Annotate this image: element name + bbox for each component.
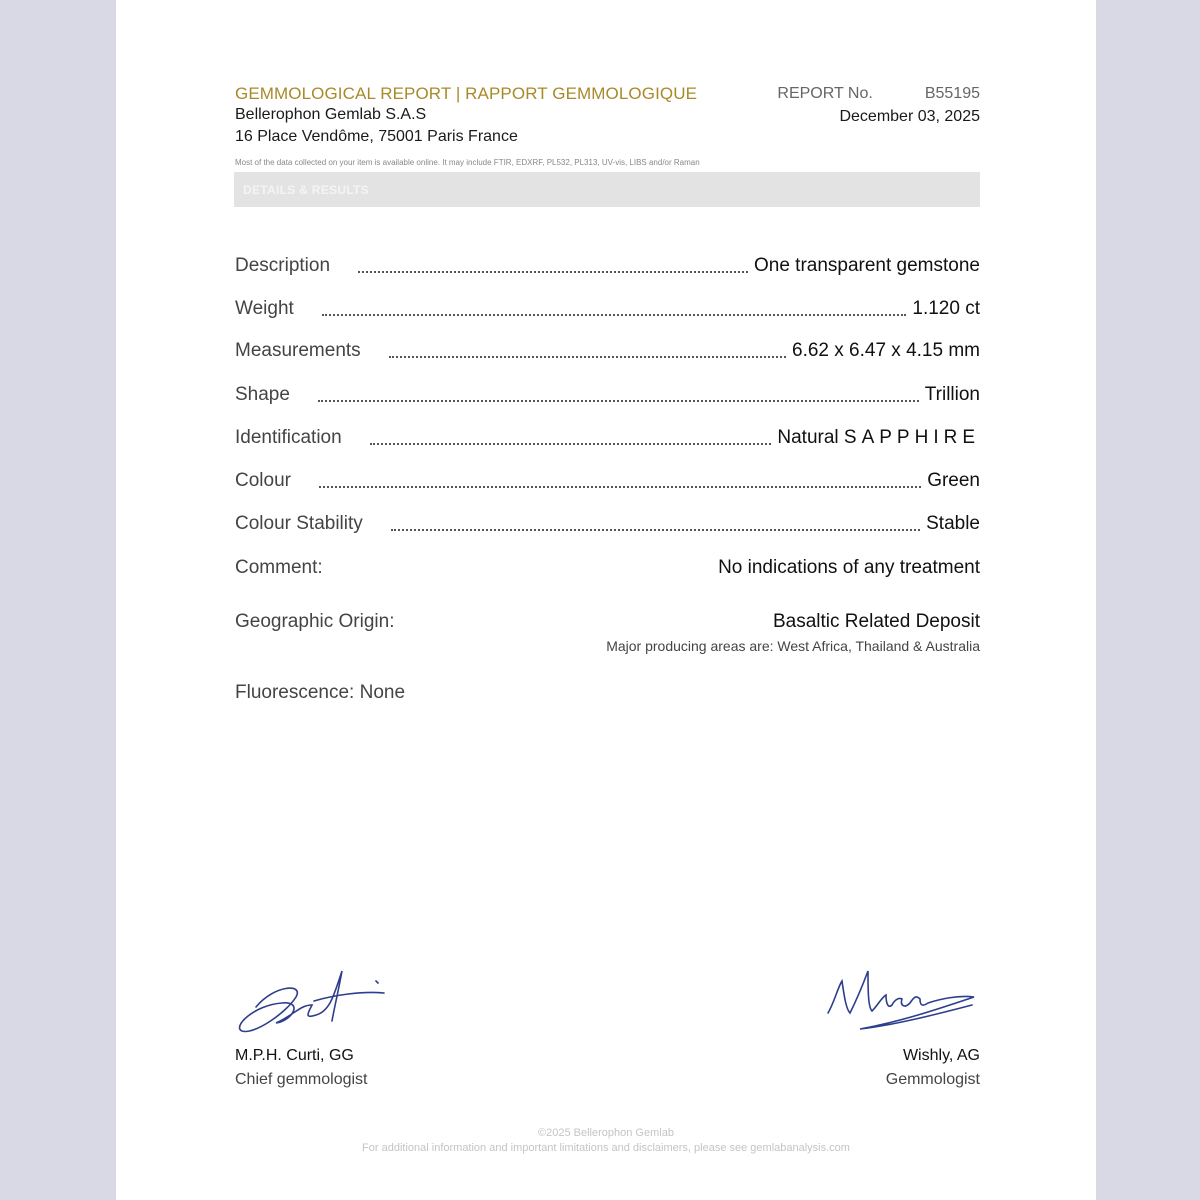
lab-address: 16 Place Vendôme, 75001 Paris France: [235, 128, 518, 145]
detail-row-shape: [235, 381, 980, 407]
detail-label: Colour Stability: [235, 513, 363, 534]
signature-curti: [234, 965, 394, 1045]
detail-label: Shape: [235, 384, 290, 405]
report-number: B55195: [924, 85, 980, 102]
origin-note: Major producing areas are: West Africa, Thailand & Australia: [606, 638, 980, 654]
signer-role: Chief gemmologist: [235, 1071, 368, 1088]
fluorescence: Fluorescence: None: [235, 682, 406, 703]
detail-row-weight: [235, 295, 980, 321]
dotted-leader: [322, 314, 907, 316]
identification-species: SAPPHIRE: [843, 427, 980, 448]
detail-value: [777, 426, 980, 450]
detail-row-colour-stability: [235, 510, 980, 536]
origin-label: Geographic Origin:: [235, 611, 395, 632]
section-title: DETAILS & RESULTS: [243, 183, 369, 197]
footer-disclaimer: For additional information and important limitations and disclaimers, please see gemlabanalysis.com: [362, 1142, 850, 1154]
signer-name: Wishly, AG: [902, 1047, 980, 1064]
dotted-leader: [391, 529, 920, 531]
dotted-leader: [389, 356, 786, 358]
dotted-leader: [319, 486, 921, 488]
detail-value: Trillion: [924, 384, 980, 405]
comment-row: [235, 554, 980, 580]
signer-name: M.P.H. Curti, GG: [235, 1047, 354, 1064]
report-title: GEMMOLOGICAL REPORT | RAPPORT GEMMOLOGIQUE: [235, 84, 698, 103]
comment-label: Comment:: [235, 557, 323, 578]
report-page: [116, 0, 1096, 1200]
report-footer: [116, 1126, 1096, 1156]
dotted-leader: [370, 443, 772, 445]
signature-wishly: [824, 965, 980, 1040]
detail-value: 1.120 ct: [912, 298, 980, 319]
detail-row-identification: [235, 424, 980, 450]
detail-label: Weight: [235, 298, 294, 319]
comment-value: No indications of any treatment: [718, 557, 980, 578]
section-band: [234, 172, 980, 207]
detail-row-description: [235, 252, 980, 278]
report-meta: [777, 84, 980, 130]
detail-value: Green: [927, 470, 980, 491]
signer-role: Gemmologist: [885, 1071, 980, 1088]
signer-wishly: [886, 1044, 980, 1092]
detail-row-colour: [235, 467, 980, 493]
origin-row: [235, 608, 980, 634]
dotted-leader: [318, 400, 919, 402]
detail-value: One transparent gemstone: [753, 255, 980, 276]
detail-label: Measurements: [235, 340, 361, 361]
detail-row-measurements: [235, 337, 980, 363]
origin-value: Basaltic Related Deposit: [773, 611, 980, 632]
dotted-leader: [358, 271, 748, 273]
report-number-label: REPORT No.: [777, 85, 873, 102]
detail-label: Identification: [235, 427, 342, 448]
signer-curti: [235, 1044, 368, 1092]
identification-prefix: Natural: [777, 427, 839, 448]
detail-label: Description: [235, 255, 331, 276]
footer-copyright: ©2025 Bellerophon Gemlab: [538, 1127, 674, 1139]
detail-label: Colour: [235, 470, 291, 491]
data-availability-note: Most of the data collected on your item is available online. It may include FTIR, EDXRF, PL532, PL313, UV-vis, LIBS and/or Raman: [235, 158, 700, 167]
lab-name: Bellerophon Gemlab S.A.S: [235, 106, 427, 123]
detail-value: Stable: [926, 513, 980, 534]
report-number-row: [777, 84, 980, 104]
detail-value: 6.62 x 6.47 x 4.15 mm: [792, 340, 980, 361]
report-date: December 03, 2025: [839, 108, 980, 125]
report-header: [235, 84, 697, 148]
